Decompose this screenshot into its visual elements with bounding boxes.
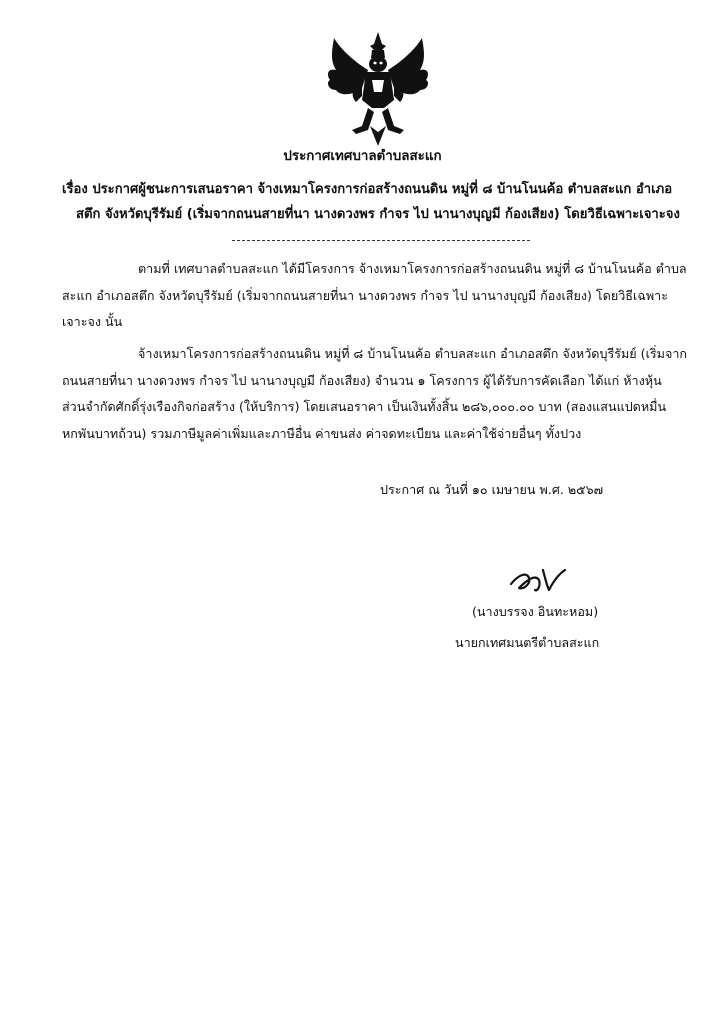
garuda-emblem-icon — [322, 30, 434, 148]
signer-title: นายกเทศมนตรีตำบลสะแก — [455, 635, 600, 650]
paragraph-1-line-1: ตามที่ เทศบาลตำบลสะแก ได้มีโครงการ จ้างเหมาโครงการก่อสร้างถนนดิน หมู่ที่ ๘ บ้านโนนค้อ ตำบล — [138, 261, 687, 276]
paragraph-2-line-3: ส่วนจำกัดศักดิ์รุ่งเรืองกิจก่อสร้าง (ให้บริการ) โดยเสนอราคา เป็นเงินทั้งสิ้น ๒๘๖,๐๐๐.๐๐ บาท (สองแสนแปดหมื่น — [62, 399, 667, 414]
subject-line-1: เรื่อง ประกาศผู้ชนะการเสนอราคา จ้างเหมาโครงการก่อสร้างถนนดิน หมู่ที่ ๘ บ้านโนนค้อ ตำบลสะแก อำเภอ — [62, 182, 673, 197]
signer-name: (นางบรรจง อินทะหอม) — [472, 604, 599, 619]
paragraph-1-line-2: สะแก อำเภอสตึก จังหวัดบุรีรัมย์ (เริ่มจากถนนสายที่นา นางดวงพร กำจร ไป นานางบุญมี ก้องเสียง) โดยวิธีเฉพาะ — [62, 287, 668, 303]
subject-block — [62, 177, 692, 227]
paragraph-1-line-3: เจาะจง นั้น — [62, 314, 123, 329]
subject-line-2: สตึก จังหวัดบุรีรัมย์ (เริ่มจากถนนสายที่นา นางดวงพร กำจร ไป นานางบุญมี ก้องเสียง) โดยวิธีเฉพาะเจาะจง — [76, 207, 680, 222]
paragraph-2-line-2: ถนนสายที่นา นางดวงพร กำจร ไป นานางบุญมี ก้องเสียง) จำนวน ๑ โครงการ ผู้ได้รับการคัดเลือก ได้แก่ ห้างหุ้น — [62, 372, 662, 388]
paragraph-2-line-1: จ้างเหมาโครงการก่อสร้างถนนดิน หมู่ที่ ๘ บ้านโนนค้อ ตำบลสะแก อำเภอสตึก จังหวัดบุรีรัมย์ (เริ่มจาก — [138, 346, 688, 361]
paragraph-1 — [62, 256, 702, 336]
divider — [232, 240, 530, 241]
announcement-date: ประกาศ ณ วันที่ ๑๐ เมษายน พ.ศ. ๒๕๖๗ — [380, 482, 604, 497]
paragraph-2 — [62, 341, 702, 447]
paragraph-2-line-4: หกพันบาทถ้วน) รวมภาษีมูลค่าเพิ่มและภาษีอื่น ค่าขนส่ง ค่าจดทะเบียน และค่าใช้จ่ายอื่นๆ ทั้งปวง — [62, 425, 582, 441]
handwritten-signature — [505, 560, 575, 598]
document-heading: ประกาศเทศบาลตำบลสะแก — [283, 149, 442, 164]
